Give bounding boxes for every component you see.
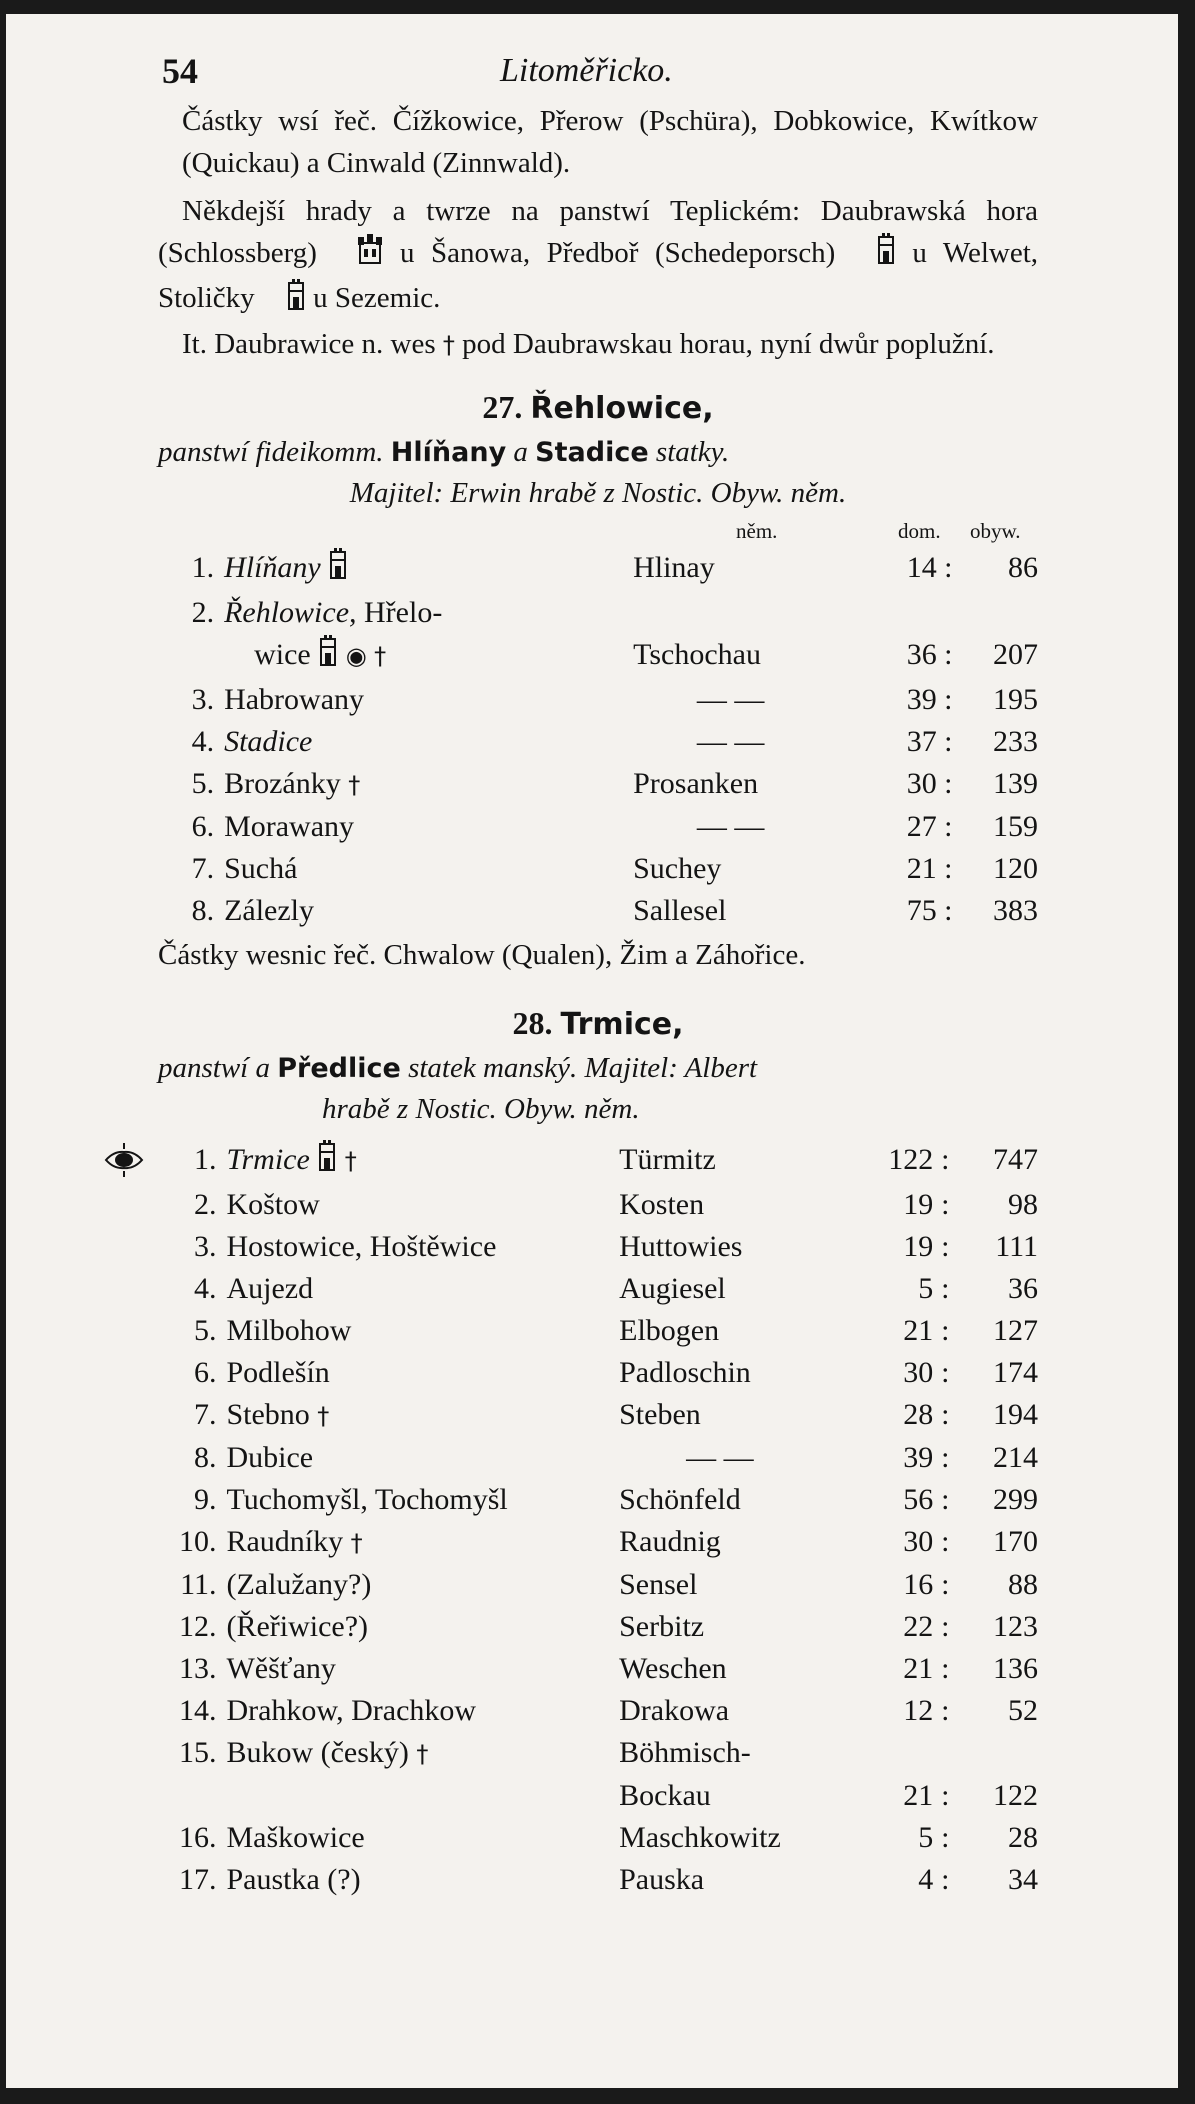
page-number: 54 [162,51,198,91]
village-name: Stadice [224,724,313,758]
separator: : [941,1779,950,1813]
text-span: Koštow [226,1188,320,1222]
separator: : [941,1142,950,1176]
inhabitants: 120 [993,851,1038,885]
houses: 37 [906,724,937,758]
inhabitants: 34 [1008,1863,1038,1897]
cross-icon: † [317,1402,330,1431]
separator: : [941,1188,950,1222]
separator: : [941,1863,950,1897]
table-row [158,721,1038,763]
inhabitants: 174 [993,1356,1038,1390]
cross-icon: † [344,1146,357,1175]
separator: : [941,1694,950,1728]
table-row [158,1817,1038,1859]
separator: : [941,1314,950,1348]
village-name [224,592,633,634]
text-span: Hlíňany [224,550,321,584]
section-number: 27. [482,388,523,425]
cross-icon: † [442,330,455,359]
inhabitants: 86 [1008,550,1038,584]
text-span: panstwí fideikomm. [158,435,384,468]
table-row [158,679,1038,721]
table-row [158,1139,1038,1184]
ruin-icon [333,233,383,277]
text-span: Drahkow, Drachkow [226,1694,477,1728]
german-name: Prosanken [633,766,759,800]
german-name: Serbitz [619,1610,705,1644]
inhabitants: 383 [993,893,1038,927]
inhabitants: 98 [1008,1188,1038,1222]
houses: 14 [906,550,937,584]
deanery-marker-icon [102,1143,146,1177]
separator [937,592,960,634]
village-name [224,547,633,592]
cross-icon: † [416,1740,429,1769]
row-number: 14. [178,1694,217,1728]
separator: : [941,1272,950,1306]
german-name: Elbogen [619,1314,720,1348]
text-span: Aujezd [226,1272,314,1306]
german-name: Maschkowitz [619,1821,781,1855]
cross-icon: † [374,641,387,670]
separator: : [944,550,953,584]
row-number: 5. [191,766,215,800]
section-owner: hrabě z Nostic. Obyw. něm. [322,1092,640,1125]
inhabitants: 28 [1008,1821,1038,1855]
table-row [158,1564,1038,1606]
row-number: 4. [193,1272,217,1306]
inhabitants: 122 [993,1779,1038,1813]
houses: 4 [918,1863,934,1897]
german-name: Bockau [619,1779,711,1813]
section-subtitle [158,432,1038,473]
section-title [158,1000,1038,1048]
village-name: Suchá [224,851,298,885]
row-number: 7. [193,1398,217,1432]
german-name: Drakowa [619,1694,730,1728]
german-name: — — [696,809,765,843]
german-name: — — [696,724,765,758]
text-span: Podlešín [226,1356,330,1390]
row-number: 2. [191,595,215,629]
castle-icon [852,233,896,277]
german-name: — — [696,682,765,716]
inhabitants: 52 [1008,1694,1038,1728]
text-span: statek manský. Majitel: Albert [408,1051,758,1084]
village-name [226,1648,619,1690]
section-subtitle [158,1048,1038,1089]
separator: : [941,1821,950,1855]
inhabitants: 88 [1008,1568,1038,1602]
separator: : [944,682,953,716]
inhabitants: 136 [993,1652,1038,1686]
row-number: 1. [191,550,215,584]
text-span: Brozánky [224,766,341,800]
inhabitants: 195 [993,682,1038,716]
german-name: Kosten [619,1188,705,1222]
row-number: 1. [193,1142,217,1176]
text-span: Bukow (český) [226,1736,409,1770]
table-row [158,1606,1038,1648]
houses: 21 [903,1652,934,1686]
text-span: Hřelo- [364,595,443,629]
separator: : [941,1525,950,1559]
german-name: Augiesel [619,1272,726,1306]
houses [841,1732,934,1775]
text-span: Stebno [226,1398,310,1432]
row-number: 12. [178,1610,217,1644]
text-span: pod Daubrawskau horau, nyní dwůr poplužní. [462,327,995,360]
header-language: něm. [736,518,778,543]
cross-icon: † [350,1529,363,1558]
text-span: (Řeřiwice?) [226,1610,369,1644]
text-span: Milbohow [226,1314,352,1348]
houses: 16 [903,1568,934,1602]
german-name: Weschen [619,1652,727,1686]
german-name: — — [686,1441,754,1475]
village-name [226,1775,619,1817]
intro-paragraph-3 [158,323,1038,366]
separator: : [941,1356,950,1390]
houses: 12 [903,1694,934,1728]
row-number: 8. [193,1441,217,1475]
text-span: Hostowice, Hoštěwice [226,1230,497,1264]
houses: 5 [918,1821,934,1855]
separator: : [941,1568,950,1602]
row-number: 5. [193,1314,217,1348]
table-row [158,848,1038,890]
village-name [226,1184,619,1226]
row-number: 3. [193,1230,217,1264]
inhabitants: 159 [993,809,1038,843]
village-name [226,1437,619,1479]
column-headers [158,513,1038,547]
table-row [158,1859,1038,1901]
page-content [158,50,1038,1901]
row-number [158,634,224,679]
text-span: u Sezemic. [313,282,441,315]
inhabitants: 299 [993,1483,1038,1517]
village-name [226,1564,619,1606]
village-name [226,1521,619,1564]
table-row [158,1648,1038,1690]
houses: 30 [906,766,937,800]
row-number: 13. [178,1652,217,1686]
table-row [158,1394,1038,1437]
table-row [158,1690,1038,1732]
table-row [158,1310,1038,1352]
houses: 39 [906,682,937,716]
inhabitants: 111 [995,1230,1038,1264]
table-row [158,1184,1038,1226]
inhabitants [960,592,1038,634]
inhabitants: 123 [993,1610,1038,1644]
village-name: Zálezly [224,893,315,927]
section-name: Trmice, [560,1006,684,1042]
village-table-27 [158,547,1038,932]
separator: : [944,766,953,800]
text-span: Předlice [277,1052,401,1084]
table-row [158,763,1038,806]
section-owner: Majitel: Erwin hrabě z Nostic. Obyw. něm. [349,476,847,509]
text-span: Řehlowice, [224,595,357,629]
german-name: Padloschin [619,1356,751,1390]
inhabitants: 36 [1008,1272,1038,1306]
text-span: It. Daubrawice n. wes [182,327,436,360]
castle-icon [262,279,306,323]
table-row [158,592,1038,634]
text-span: u Šanowa, Předboř (Schedeporsch) [400,237,836,269]
row-number: 11. [180,1568,217,1602]
table-row [158,1352,1038,1394]
row-number: 4. [191,724,215,758]
text-span: (Zalužany?) [226,1568,372,1602]
text-span: Hlíňany [390,436,507,468]
castle-icon [317,1140,337,1184]
german-name: Suchey [633,851,722,885]
intro-paragraph-2 [158,190,1038,323]
village-name [224,763,633,806]
table-row [158,806,1038,848]
text-span: panstwí a [158,1051,270,1084]
text-span: wice [254,637,311,671]
text-span: Někdejší hrady a twrze na panstwí Teplickém: Daubrawská hora (Schlossberg) [158,195,1038,269]
section-name: Řehlowice, [530,390,714,426]
table-row [158,1521,1038,1564]
cross-icon: † [348,770,361,799]
row-number: 8. [191,893,215,927]
houses: 21 [903,1779,934,1813]
row-number: 17. [178,1863,217,1897]
separator: : [944,637,953,671]
inhabitants [957,1732,1038,1775]
german-name: Pauska [619,1863,705,1897]
village-name [226,1479,619,1521]
separator [933,1732,957,1775]
row-number: 3. [191,682,215,716]
houses: 56 [903,1483,934,1517]
village-name [226,1352,619,1394]
separator: : [941,1230,950,1264]
row-number: 15. [178,1736,217,1770]
section-number: 28. [512,1004,553,1041]
houses: 28 [903,1398,934,1432]
text-span: a [513,435,528,468]
castle-icon [328,548,348,592]
houses: 39 [903,1441,934,1475]
inhabitants: 233 [993,724,1038,758]
houses: 30 [903,1525,934,1559]
row-number [158,1775,226,1817]
village-name [226,1268,619,1310]
separator: : [941,1652,950,1686]
german-name: Raudnig [619,1525,721,1559]
inhabitants: 127 [993,1314,1038,1348]
german-name: Hlinay [633,550,715,584]
text-span: u Welwet, Stoličky [158,237,1039,315]
running-title: Litoměřicko. [500,52,673,89]
village-name [226,1139,619,1184]
section-note: Částky wesnic řeč. Chwalow (Qualen), Žim a Záhořice. [158,938,806,971]
page-header [158,50,1038,100]
row-number: 6. [193,1356,217,1390]
houses: 5 [918,1272,934,1306]
village-name [226,1817,619,1859]
village-name [226,1310,619,1352]
text-span: Stadice [535,436,649,468]
header-houses: dom. [898,518,941,543]
intro-paragraph-1: Částky wsí řeč. Čížkowice, Přerow (Pschüra), Dobkowice, Kwítkow (Quickau) a Cinwald (Zinnwald). [182,105,1038,179]
text-span: Paustka (?) [226,1863,361,1897]
village-table-28 [158,1139,1038,1901]
houses: 21 [906,851,937,885]
book-page [6,14,1178,2088]
text-span: Raudníky [226,1525,344,1559]
table-row [158,547,1038,592]
separator: : [944,851,953,885]
houses: 22 [903,1610,934,1644]
german-name: Sensel [619,1568,698,1602]
german-name: Huttowies [619,1230,743,1264]
text-span: Trmice [226,1142,310,1176]
german-name [633,592,848,634]
inhabitants: 139 [993,766,1038,800]
table-row [158,1268,1038,1310]
separator: : [941,1441,950,1475]
houses: 27 [906,809,937,843]
row-number: 6. [191,809,215,843]
text-span: Wěšťany [226,1652,336,1686]
separator: : [941,1398,950,1432]
separator: : [944,809,953,843]
inhabitants: 207 [993,637,1038,671]
target-icon: ◉ [345,641,367,670]
village-name [226,1732,619,1775]
village-name: Morawany [224,809,355,843]
table-row [158,1226,1038,1268]
text-span: Maškowice [226,1821,365,1855]
row-number: 10. [178,1525,217,1559]
houses: 19 [903,1188,934,1222]
village-name [226,1394,619,1437]
inhabitants: 747 [993,1142,1038,1176]
separator: : [944,893,953,927]
text-span: Tuchomyšl, Tochomyšl [226,1483,508,1517]
village-name [224,634,633,679]
table-row [158,1775,1038,1817]
separator: : [944,724,953,758]
header-inhabitants: obyw. [970,518,1021,543]
houses: 30 [903,1356,934,1390]
village-name [226,1859,619,1901]
row-number: 7. [191,851,215,885]
row-number: 16. [178,1821,217,1855]
text-span: Dubice [226,1441,314,1475]
inhabitants: 194 [993,1398,1038,1432]
houses: 19 [903,1230,934,1264]
separator: : [941,1483,950,1517]
inhabitants: 170 [993,1525,1038,1559]
german-name: Böhmisch- [619,1736,751,1770]
section-title [158,384,1038,432]
houses [848,592,937,634]
row-number: 9. [193,1483,217,1517]
row-number: 2. [193,1188,217,1222]
table-row [158,1732,1038,1775]
village-name [226,1690,619,1732]
table-row [158,1437,1038,1479]
houses: 36 [906,637,937,671]
separator: : [941,1610,950,1644]
german-name: Türmitz [619,1142,716,1176]
german-name: Sallesel [633,893,727,927]
table-row [158,1479,1038,1521]
inhabitants: 214 [993,1441,1038,1475]
houses: 75 [906,893,937,927]
german-name: Schönfeld [619,1483,741,1517]
village-name [226,1606,619,1648]
village-name [226,1226,619,1268]
german-name: Tschochau [633,637,761,671]
table-row [158,890,1038,932]
table-row [158,634,1038,679]
houses: 122 [888,1142,934,1176]
text-span: statky. [655,435,730,468]
german-name: Steben [619,1398,701,1432]
village-name: Habrowany [224,682,365,716]
castle-icon [318,635,338,679]
houses: 21 [903,1314,934,1348]
